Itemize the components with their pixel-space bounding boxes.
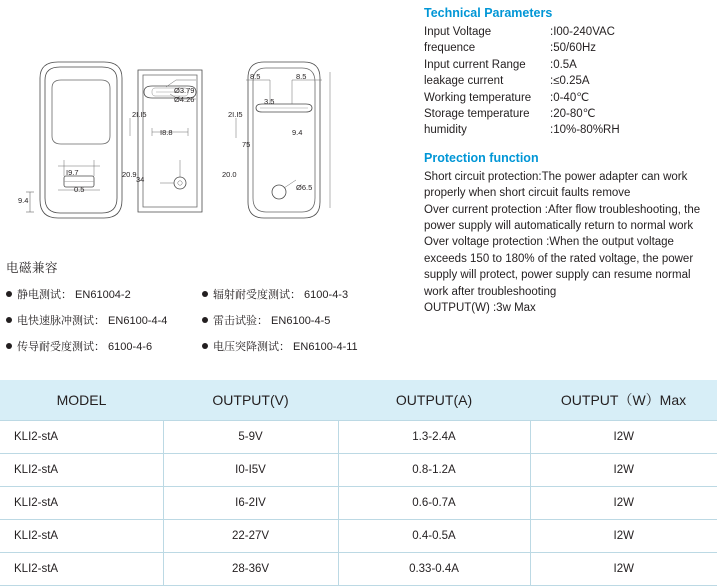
emc-item xyxy=(202,312,398,328)
param-row xyxy=(424,40,712,56)
emc-item-label: 电压突降测试： EN6100-4-11 xyxy=(213,341,358,353)
table-cell-model: KLI2-stA xyxy=(0,553,163,586)
emc-item-label: 电快速脉冲测试： EN6100-4-4 xyxy=(17,315,168,327)
table-cell-output-v: 28-36V xyxy=(163,553,338,586)
table-cell-output-a: 0.8-1.2A xyxy=(338,454,530,487)
table-row xyxy=(0,553,717,586)
param-value: :≤0.25A xyxy=(550,75,590,88)
param-value: :20-80℃ xyxy=(550,108,596,121)
dimension-label: 34 xyxy=(136,175,145,184)
bullet-icon xyxy=(6,317,12,323)
product-technical-drawings xyxy=(0,0,400,250)
dimension-label: 9.4 xyxy=(292,128,303,137)
protection-paragraph: Over voltage protection :When the output voltage exceeds 150 to 180% of the rated voltage, the power supply will protect, power supply can resume normal work after troubleshooting xyxy=(424,236,694,298)
emc-item-label: 辐射耐受度测试： 6100-4-3 xyxy=(213,289,349,301)
emc-item-label: 雷击试验： EN6100-4-5 xyxy=(213,315,331,327)
table-cell-output-a: 0.4-0.5A xyxy=(338,520,530,553)
table-cell-output-v: I6-2IV xyxy=(163,487,338,520)
table-cell-output-v: I0-I5V xyxy=(163,454,338,487)
table-cell-output-v: 22-27V xyxy=(163,520,338,553)
param-row xyxy=(424,24,712,40)
table-header-cell: OUTPUT(A) xyxy=(338,380,530,421)
protection-title: Protection function xyxy=(424,150,539,165)
table-cell-output-a: 0.33-0.4A xyxy=(338,553,530,586)
emc-list xyxy=(6,286,396,354)
dimension-label: Ø4.26 xyxy=(174,95,195,104)
emc-item xyxy=(6,312,202,328)
table-cell-output-w: I2W xyxy=(530,454,717,487)
dimension-label: 9.4 xyxy=(18,196,29,205)
dimension-label: 3.5 xyxy=(264,97,275,106)
table-header-row xyxy=(0,380,717,421)
table-row xyxy=(0,487,717,520)
table-header-cell: OUTPUT(V) xyxy=(163,380,338,421)
bullet-icon xyxy=(202,291,208,297)
param-row xyxy=(424,73,712,89)
drawing-svg xyxy=(0,0,400,250)
bullet-icon xyxy=(202,343,208,349)
table-row xyxy=(0,454,717,487)
table-cell-output-w: I2W xyxy=(530,553,717,586)
param-label: Input current Range xyxy=(424,58,526,71)
right-text-column xyxy=(424,6,712,317)
param-value: :10%-80%RH xyxy=(550,124,620,137)
emc-item xyxy=(6,286,202,302)
table-cell-model: KLI2-stA xyxy=(0,487,163,520)
param-value: :0.5A xyxy=(550,58,577,71)
table-header-cell: OUTPUT（W）Max xyxy=(530,380,717,421)
emc-item-label: 静电测试： EN61004-2 xyxy=(17,289,131,301)
param-value: :50/60Hz xyxy=(550,42,597,55)
bullet-icon xyxy=(6,291,12,297)
dimension-label: Ø3.79 xyxy=(174,86,195,95)
param-label: Storage temperature xyxy=(424,108,530,121)
param-label: Input Voltage xyxy=(424,26,492,38)
param-label: frequence xyxy=(424,42,476,55)
table-cell-output-w: I2W xyxy=(530,487,717,520)
param-row xyxy=(424,90,712,106)
emc-item xyxy=(202,338,398,354)
dimension-label: 2I.I5 xyxy=(228,110,243,119)
protection-paragraph: Short circuit protection:The power adapter can work properly when short circuit faults remove xyxy=(424,170,688,200)
protection-paragraph: OUTPUT(W) :3w Max xyxy=(424,302,536,315)
dimension-label: I9.7 xyxy=(66,168,79,177)
protection-paragraph: Over current protection :After flow troubleshooting, the power supply will automatically return to normal work xyxy=(424,203,701,233)
dimension-label: 0.5 xyxy=(74,185,85,194)
param-row xyxy=(424,57,712,73)
dimension-label: I8.8 xyxy=(160,128,173,137)
table-cell-output-v: 5-9V xyxy=(163,421,338,454)
emc-item-label: 传导耐受度测试： 6100-4-6 xyxy=(17,341,153,353)
table-cell-model: KLI2-stA xyxy=(0,454,163,487)
bullet-icon xyxy=(202,317,208,323)
dimension-label: 8.5 xyxy=(296,72,307,81)
table-row xyxy=(0,421,717,454)
table-cell-model: KLI2-stA xyxy=(0,421,163,454)
bullet-icon xyxy=(6,343,12,349)
dimension-label: 75 xyxy=(242,140,251,149)
dimension-label: 20.0 xyxy=(222,170,237,179)
specification-table xyxy=(0,380,717,586)
dimension-label: 20.9 xyxy=(122,170,137,179)
param-value: :0-40℃ xyxy=(550,91,590,104)
table-cell-model: KLI2-stA xyxy=(0,520,163,553)
param-label: humidity xyxy=(424,124,467,137)
param-label: leakage current xyxy=(424,75,504,88)
table-cell-output-a: 0.6-0.7A xyxy=(338,487,530,520)
emc-item xyxy=(6,338,202,354)
dimension-label: 8.5 xyxy=(250,72,261,81)
table-row xyxy=(0,520,717,553)
technical-parameters-title: Technical Parameters xyxy=(424,6,553,20)
param-value: :I00-240VAC xyxy=(550,26,615,38)
dimension-label: 2I.I5 xyxy=(132,110,147,119)
table-cell-output-w: I2W xyxy=(530,421,717,454)
table-cell-output-w: I2W xyxy=(530,520,717,553)
emc-title: 电磁兼容 xyxy=(6,261,59,275)
param-label: Working temperature xyxy=(424,91,532,104)
protection-section xyxy=(424,151,712,317)
param-row xyxy=(424,106,712,122)
param-row xyxy=(424,122,712,138)
emc-section xyxy=(6,258,396,354)
table-header-cell: MODEL xyxy=(0,380,163,421)
emc-item xyxy=(202,286,398,302)
table-cell-output-a: 1.3-2.4A xyxy=(338,421,530,454)
dimension-label: Ø6.5 xyxy=(296,183,313,192)
